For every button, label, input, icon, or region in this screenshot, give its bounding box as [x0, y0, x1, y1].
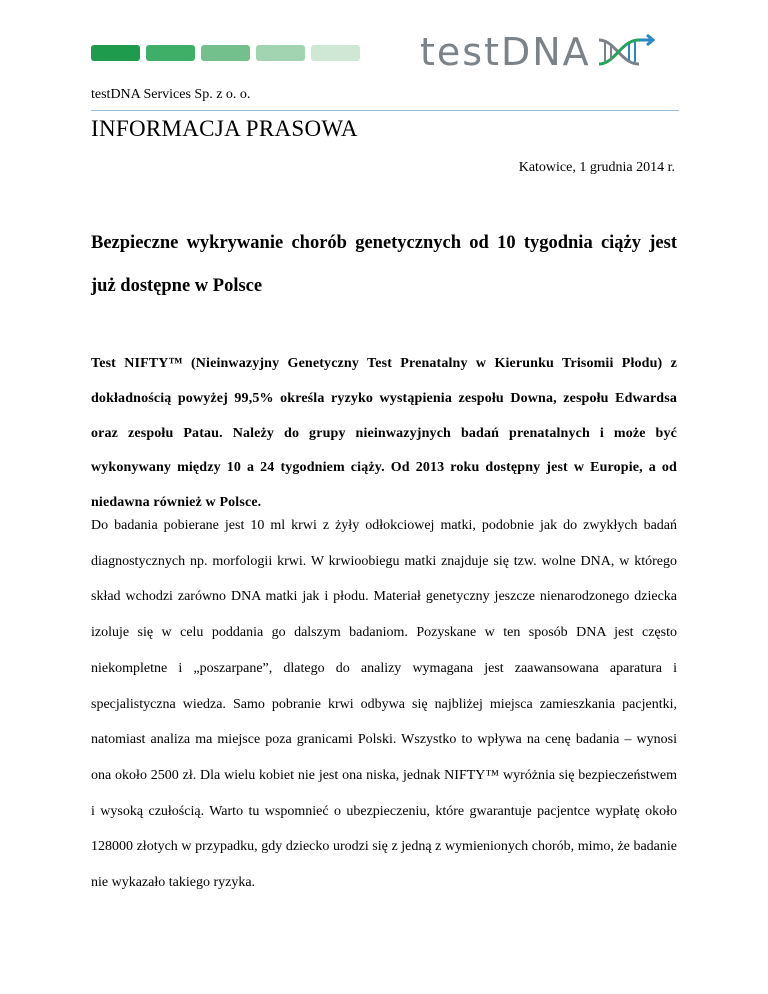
section-title: INFORMACJA PRASOWA	[91, 116, 358, 141]
document-date: Katowice, 1 grudnia 2014 r.	[518, 160, 675, 175]
company-name: testDNA Services Sp. z o. o.	[91, 87, 251, 102]
color-bar	[201, 45, 250, 61]
color-bars	[91, 45, 360, 61]
color-bar	[91, 45, 140, 61]
logo-text: testDNA	[420, 30, 591, 74]
dna-helix-icon	[595, 32, 657, 72]
body-paragraph: Do badania pobierane jest 10 ml krwi z żyły odłokciowej matki, podobnie jak do zwykłych badań diagnostycznych np. morfologii krwi. W krwioobiegu matki znajduje się tzw. wolne DNA, w którego skład wchodzi zarówno DNA matki jak i płodu. Materiał genetyczny jeszcze nienarodzonego dziecka izoluje się w celu poddania go dalszym badaniom. Pozyskane w ten sposób DNA jest często niekompletne i „poszarpane”, dlatego do analizy wymagana jest zaawansowana aparatura i specjalistyczna wiedza. Samo pobranie krwi odbywa się najbliżej miejsca zamieszkania pacjentki, natomiast analiza ma miejsce poza granicami Polski. Wszystko to wpływa na cenę badania – wynosi ona około 2500 zł. Dla wielu kobiet nie jest ona niska, jednak NIFTY™ wyróżnia się bezpieczeństwem i wysoką czułością. Warto tu wspomnieć o ubezpieczeniu, które gwarantuje pacjentce wypłatę około 128000 złotych w przypadku, gdy dziecko urodzi się z jedną z wymienionych chorób, mimo, że badanie nie wykazało takiego ryzyka.	[91, 518, 677, 891]
headline: Bezpieczne wykrywanie chorób genetycznych od 10 tygodnia ciąży jest już dostępne w Polsce	[91, 233, 677, 296]
color-bar	[256, 45, 305, 61]
header-divider	[91, 110, 679, 111]
testdna-logo	[420, 30, 657, 74]
lead-paragraph: Test NIFTY™ (Nieinwazyjny Genetyczny Test Prenatalny w Kierunku Trisomii Płodu) z dokładnością powyżej 99,5% określa ryzyko wystąpienia zespołu Downa, zespołu Edwardsa oraz zespołu Patau. Należy do grupy nieinwazyjnych badań prenatalnych i może być wykonywany między 10 a 24 tygodniem ciąży. Od 2013 roku dostępny jest w Europie, a od niedawna również w Polsce.	[91, 356, 677, 511]
color-bar	[146, 45, 195, 61]
color-bar	[311, 45, 360, 61]
